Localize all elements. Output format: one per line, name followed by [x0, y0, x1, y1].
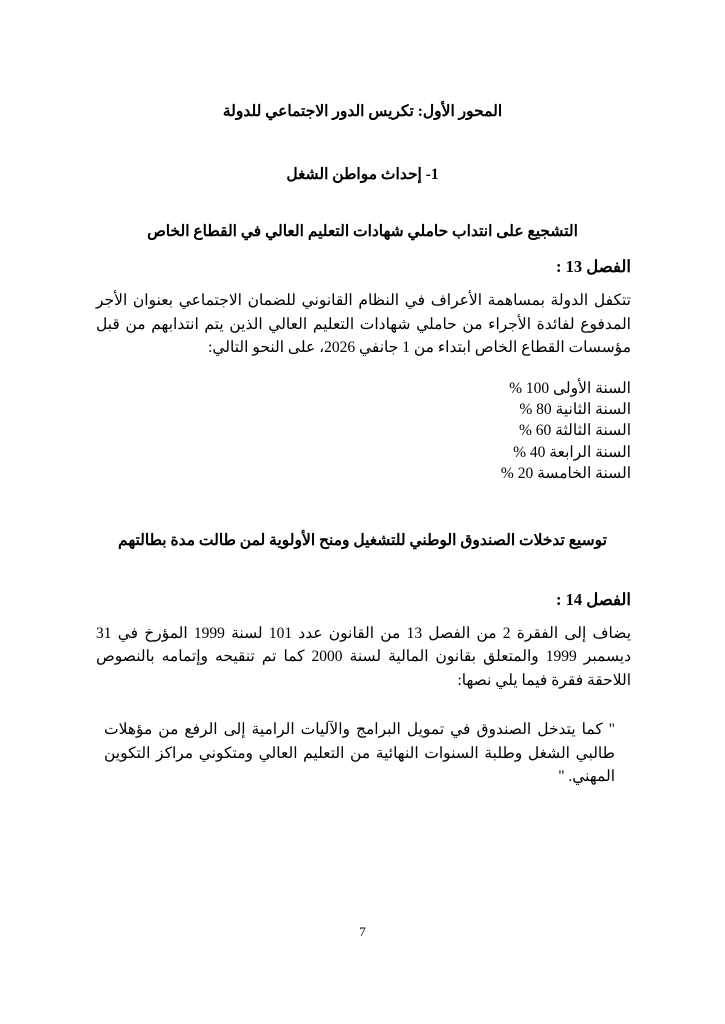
article-14-body: يضاف إلى الفقرة 2 من الفصل 13 من القانون عدد 101 لسنة 1999 المؤرخ في 31 ديسمبر 1999 والمتعلق بقانون المالية لسنة 2000 كما تم تنقيحه وإتمامه بالنصوص اللاحقة فقرة فيما يلي نصها:	[96, 624, 632, 689]
subsection-heading: 1- إحداث مواطن الشغل	[286, 166, 439, 183]
article-13-label: الفصل 13 :	[555, 257, 631, 276]
article-14-label: الفصل 14 :	[555, 589, 631, 609]
rate-list	[74, 360, 651, 485]
list-item: السنة الرابعة 40 %	[513, 443, 631, 461]
list-item: السنة الأولى 100 %	[509, 379, 631, 397]
list-item: السنة الثانية 80 %	[519, 401, 631, 419]
list-item: السنة الخامسة 20 %	[500, 465, 631, 483]
section-heading-encouragement: التشجيع على انتداب حاملي شهادات التعليم العالي في القطاع الخاص	[147, 223, 578, 240]
article-14-quote: " كما يتدخل الصندوق في تمويل البرامج والآليات الرامية إلى الرفع من مؤهلات طالبي الشغل وطلبة السنوات النهائية من التعليم العالي ومتكوني مراكز التكوين المهني. "	[104, 721, 615, 786]
section-heading-fund-expansion: توسيع تدخلات الصندوق الوطني للتشغيل ومنح الأولوية لمن طالت مدة بطالتهم	[118, 531, 607, 549]
list-item: السنة الثالثة 60 %	[518, 422, 631, 440]
page-title: المحور الأول: تكريس الدور الاجتماعي للدولة	[222, 103, 503, 120]
article-13-body: تتكفل الدولة بمساهمة الأعراف في النظام القانوني للضمان الاجتماعي بعنوان الأجر المدفوع لفائدة الأجراء من حاملي شهادات التعليم العالي الذين يتم انتدابهم من قبل مؤسسات القطاع الخاص ابتداء من 1 جانفي 2026، على النحو التالي:	[96, 292, 631, 357]
page-number: 7	[359, 924, 366, 939]
